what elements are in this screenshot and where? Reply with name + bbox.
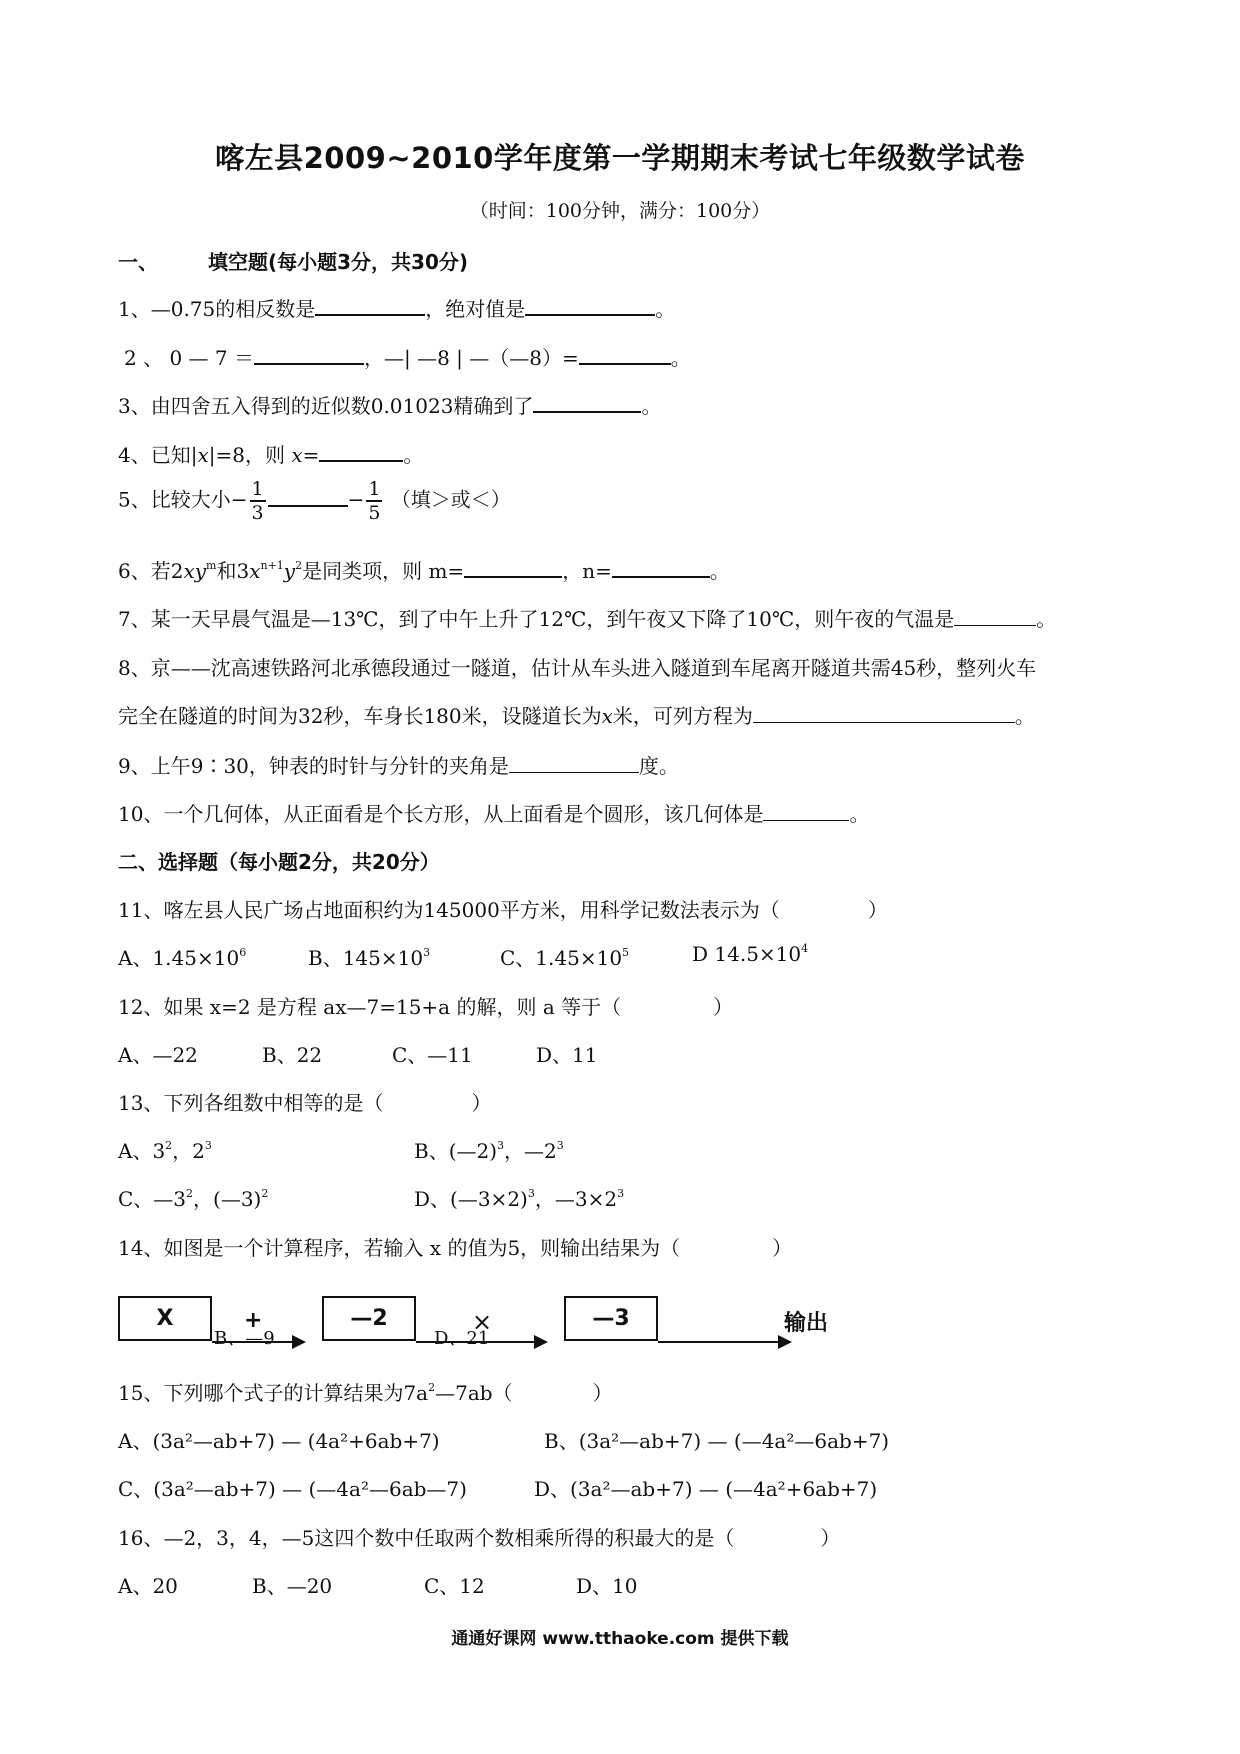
question-6: 6、若$2xy^m$和$3x^{n+1}y^2$是同类项，则 m= ，n= 。 (118, 554, 730, 584)
question-2: 2 、 0 — 7 ＝ ，—| —8 | —（—8）= 。 (124, 341, 691, 371)
q14-option-b[interactable]: B、—9 (214, 1328, 275, 1349)
output-label: 输出 (784, 1311, 829, 1336)
answer-blank[interactable] (753, 700, 1015, 723)
section-title: 填空题(每小题3分，共30分) (208, 250, 469, 274)
q12-option-d[interactable]: D、11 (536, 1043, 598, 1067)
q11-option-c[interactable]: C、$1.45\times 10^5$ (500, 946, 630, 970)
section-2-heading: 二、选择题（每小题2分，共20分） (118, 850, 440, 874)
answer-blank[interactable] (254, 341, 364, 365)
q15-option-b[interactable]: B、(3a²—ab+7) — (—4a²—6ab+7) (544, 1429, 890, 1453)
question-8-line-2: 完全在隧道的时间为32秒，车身长180米，设隧道长为x米，可列方程为 。 (118, 700, 1035, 729)
q11-option-a[interactable]: A、$1.45\times 10^6$ (118, 946, 247, 970)
fraction: $\frac{1}{3}$ (251, 478, 264, 524)
question-1: 1、—0.75的相反数是 ，绝对值是 。 (118, 292, 675, 322)
answer-blank[interactable] (954, 603, 1036, 626)
section-number: 一、 (118, 250, 158, 274)
question-9: 9、上午9∶30，钟表的时针与分针的夹角是 度。 (118, 750, 679, 779)
question-11: 11、喀左县人民广场占地面积约为145000平方米，用科学记数法表示为（ ） (118, 898, 888, 922)
page-title: 喀左县2009~2010学年度第一学期期末考试七年级数学试卷 (215, 141, 1025, 175)
section-1-heading (118, 246, 468, 275)
answer-blank[interactable] (763, 798, 849, 821)
q13-option-d[interactable]: D、(—3×2)$^3$，$—3\times 2^3$ (414, 1187, 625, 1211)
fraction: $\frac{1}{5}$ (368, 478, 381, 524)
input-box: X (118, 1296, 212, 1341)
answer-blank[interactable] (525, 292, 655, 316)
question-16: 16、—2，3，4，—5这四个数中任取两个数相乘所得的积最大的是（ ） (118, 1526, 841, 1550)
question-15: 15、下列哪个式子的计算结果为$7a^2—7ab$（ ） (118, 1381, 613, 1405)
q13-option-b[interactable]: B、(—2)$^3$，$—2^3$ (414, 1139, 564, 1163)
minus-two-box: —2 (322, 1296, 416, 1341)
q11-option-b[interactable]: B、$145\times 10^3$ (308, 946, 431, 970)
q12-option-c[interactable]: C、—11 (392, 1043, 473, 1067)
answer-blank[interactable] (509, 750, 639, 773)
q16-option-d[interactable]: D、10 (576, 1574, 638, 1598)
q15-option-c[interactable]: C、(3a²—ab+7) — (—4a²—6ab—7) (118, 1477, 467, 1501)
q16-option-c[interactable]: C、12 (424, 1574, 485, 1598)
question-14: 14、如图是一个计算程序，若输入 x 的值为5，则输出结果为（ ） (118, 1236, 793, 1260)
answer-blank[interactable] (319, 438, 403, 462)
question-10: 10、一个几何体，从正面看是个长方形，从上面看是个圆形，该几何体是 。 (118, 798, 869, 827)
question-5: 5、比较大小− $\frac{1}{3}$ − $\frac{1}{5}$ （填＞或＜） (118, 478, 511, 524)
arrow (658, 1341, 790, 1343)
exam-info: （时间：100分钟，满分：100分） (469, 200, 771, 222)
q15-option-a[interactable]: A、(3a²—ab+7) — (4a²+6ab+7) (118, 1429, 440, 1453)
q12-option-b[interactable]: B、22 (262, 1043, 323, 1067)
q11-option-d[interactable]: D $14.5\times 10^4$ (692, 942, 809, 966)
q13-option-a[interactable]: A、$3^2$，$2^3$ (118, 1139, 212, 1163)
question-3: 3、由四舍五入得到的近似数0.01023精确到了 。 (118, 389, 661, 419)
answer-blank[interactable] (612, 554, 710, 578)
op-plus: + (244, 1308, 263, 1333)
q16-option-a[interactable]: A、20 (118, 1574, 178, 1598)
answer-blank[interactable] (464, 554, 562, 578)
question-12: 12、如果 x=2 是方程 ax—7=15+a 的解，则 a 等于（ ） (118, 995, 734, 1019)
q16-option-b[interactable]: B、—20 (252, 1574, 333, 1598)
minus-three-box: —3 (564, 1296, 658, 1341)
q13-option-c[interactable]: C、$—3^2$，(—3)$^2$ (118, 1187, 269, 1211)
op-times: × (472, 1308, 493, 1336)
answer-blank[interactable] (315, 292, 425, 316)
question-4: 4、已知|x|=8，则 x= 。 (118, 438, 423, 468)
question-7: 7、某一天早晨气温是—13℃，到了中午上升了12℃，到午夜又下降了10℃，则午夜的气温是 。 (118, 603, 1056, 632)
question-8-line-1: 8、京——沈高速铁路河北承德段通过一隧道，估计从车头进入隧道到车尾离开隧道共需45秒，整列火车 (118, 656, 1037, 680)
answer-blank[interactable] (533, 389, 641, 413)
q15-option-d[interactable]: D、(3a²—ab+7) — (—4a²+6ab+7) (534, 1477, 878, 1501)
answer-blank[interactable] (268, 483, 348, 507)
q12-option-a[interactable]: A、—22 (118, 1043, 198, 1067)
question-13: 13、下列各组数中相等的是（ ） (118, 1091, 492, 1115)
q14-option-d[interactable]: D、21 (434, 1328, 490, 1349)
answer-blank[interactable] (579, 341, 671, 365)
footer-watermark: 通通好课网 www.tthaoke.com 提供下载 (451, 1629, 789, 1649)
